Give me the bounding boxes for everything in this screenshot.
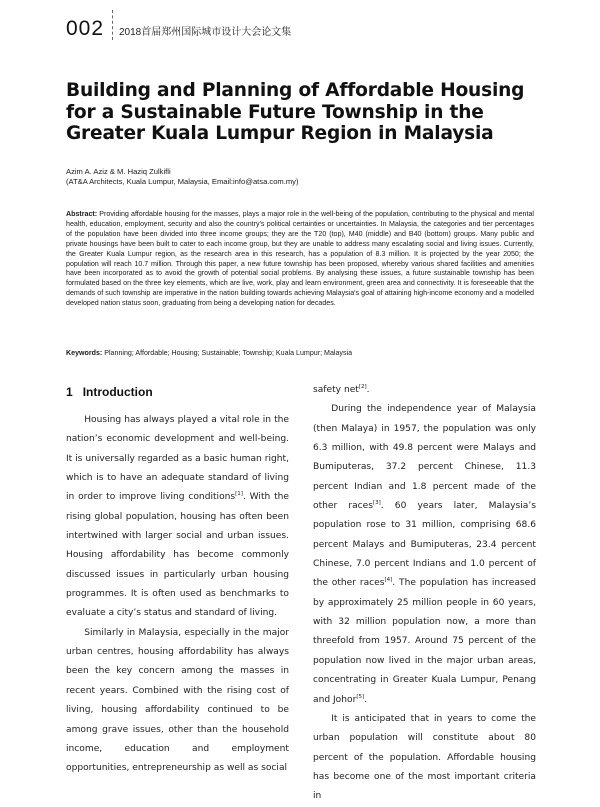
keywords-label: Keywords: bbox=[66, 349, 103, 357]
header-divider bbox=[112, 10, 114, 40]
conference-title: 2018首届郑州国际城市设计大会论文集 bbox=[119, 27, 292, 38]
intro-paragraph-2: Similarly in Malaysia, especially in the major urban centres, housing affordability has always been the key concern among the masses in recent years. Combined with the rising cost of living, housing affordability continued to be among grave issues, other than the household income, education and employment opportunities, entrepreneurship as well as social bbox=[66, 627, 289, 774]
citation-1: [1] bbox=[235, 491, 243, 498]
keywords-text: Planning; Affordable; Housing; Sustainable; Township; Kuala Lumpur; Malaysia bbox=[104, 349, 353, 357]
section-heading bbox=[66, 385, 153, 399]
author-affiliation: (AT&A Architects, Kuala Lumpur, Malaysia, Email:info@atsa.com.my) bbox=[66, 177, 299, 186]
paragraph-text: During the independence year of Malaysia (then Malaya) in 1957, the population was only 6.3 million, with 49.8 percent were Malays and Bumiputeras, 37.2 percent Chinese, 11.3 percent Indian and 1.8 percent made of the other races bbox=[313, 404, 536, 512]
page-number: 002 bbox=[66, 17, 105, 40]
paper-title: Building and Planning of Affordable Housing for a Sustainable Future Township in the Greater Kuala Lumpur Region in Malaysia bbox=[66, 80, 525, 144]
abstract-text: Providing affordable housing for the masses, plays a major role in the well-being of the population, contributing to the physical and mental health, education, employment, security and also the country's political certainties or uncertainties. In Malaysia, the categories and tier percentages of the population have been divided into three income groups; they are the T20 (top), M40 (middle) and B40 (bottom) groups. Many public and private housings have been built to cater to each income group, but they are unable to address many escalating social and living issues. Currently, the Greater Kuala Lumpur region, as the research area in this research, has a population of 8.3 million. It is projected by the year 2050; the population will reach 10.7 million. Through this paper, a new future township has been proposed, whereby various shared facilities and amenities have been incorporated as to avoid the growth of potential social problems. By analysing these issues, a future sustainable township has been formulated based on the three key elements, which are live, work, play and learn environment, green area and connectivity. It is foreseeable that the demands of such township are imperative in the nation building towards achieving Malaysia's goal of attaining high-income economy and a modelled developed nation status soon, graduating from being a developing nation for decades. bbox=[66, 210, 534, 308]
authors-block bbox=[66, 167, 536, 187]
right-column bbox=[313, 381, 536, 807]
citation-4: [4] bbox=[384, 577, 393, 584]
continued-paragraph bbox=[313, 381, 536, 400]
abstract bbox=[66, 210, 534, 309]
paragraph-text: safety net bbox=[313, 385, 359, 395]
left-column bbox=[66, 411, 289, 779]
author-names: Azim A. Aziz & M. Haziq Zulkifli bbox=[66, 167, 171, 176]
citation-5: [5] bbox=[356, 693, 365, 700]
abstract-label: Abstract: bbox=[66, 210, 98, 218]
paragraph-text: . bbox=[364, 694, 368, 705]
paragraph-text: Housing has always played a vital role in the nation’s economic development and well-being. It is universally regarded as a basic human right, which is to have an adequate standard of living in order to improve living conditions bbox=[66, 415, 289, 503]
intro-paragraph-1 bbox=[66, 411, 289, 624]
paragraph-text: . The population has increased by approximately 25 million people in 60 years, with 32 million population now, a more than threefold from 1957. Around 75 percent of the population now lived in the major urban areas, concentrating in Greater Kuala Lumpur, Penang and Johor bbox=[313, 578, 537, 705]
keywords bbox=[66, 348, 534, 358]
intro-paragraph-4: It is anticipated that in years to come the urban population will constitute about 80 percent of the population. Affordable housing has become one of the most important criteria in bbox=[313, 713, 536, 802]
citation-2: [2] bbox=[358, 384, 367, 390]
intro-paragraph-3 bbox=[313, 400, 536, 710]
section-title: Introduction bbox=[82, 385, 153, 399]
paragraph-text: . 60 years later, Malaysia’s population rose to 31 million, comprising 68.6 percent Malays and Bumiputeras, 23.4 percent Chinese, 7.0 percent Indians and 1.0 percent of the other races bbox=[313, 501, 537, 589]
paragraph-text: . bbox=[366, 385, 370, 395]
section-number: 1 bbox=[66, 385, 73, 399]
paragraph-text: . With the rising global population, housing has often been intertwined with larger social and urban issues. Housing affordability has become commonly discussed issues in particularly urban housing programmes. It is often used as benchmarks to evaluate a city’s status and standard of living. bbox=[66, 492, 289, 619]
citation-3: [3] bbox=[373, 500, 381, 507]
